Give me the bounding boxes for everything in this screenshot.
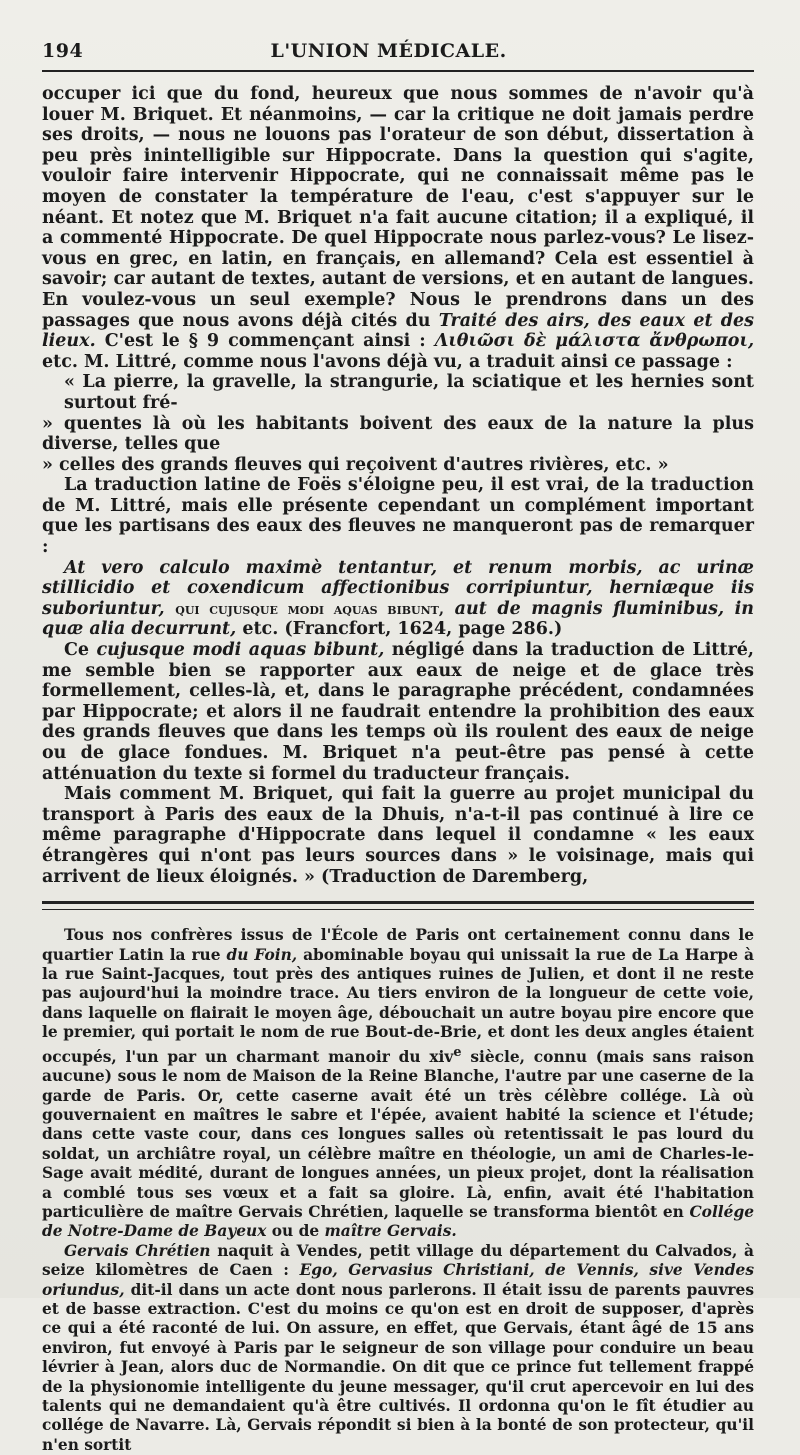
latin-quote: aut de magnis fluminibus, in quæ alia decurrunt,	[42, 598, 755, 640]
page-number: 194	[42, 40, 84, 62]
quote-line: » celles des grands fleuves qui reçoivent d'autres rivières, etc. »	[42, 454, 669, 475]
greek-quote: Λιθιῶσι δὲ μάλιστα ἄνθρωποι,	[434, 331, 755, 352]
header-rule	[42, 70, 754, 72]
italic-title: Traité des airs, des eaux et des lieux.	[42, 310, 755, 352]
paragraph	[42, 84, 754, 372]
italic-phrase: Collége de Notre-Dame de Bayeux	[42, 1202, 754, 1241]
text-run: C'est le § 9 commençant ainsi :	[104, 331, 426, 352]
latin-quote: Ego, Gervasius Christiani, de Vennis, sive Vendes oriundus,	[42, 1261, 754, 1299]
text-run: Tous nos confrères issus de l'École de Paris ont certainement connu dans le quartier Latin la rue	[42, 926, 754, 964]
paragraph: La traduction latine de Foës s'éloigne peu, il est vrai, de la traduction de M. Littré, mais elle présente cependant un complément important que les partisans des eaux des fleuves ne manqueront pas de remarquer :	[42, 475, 754, 558]
text-run: siècle, connu (mais sans raison aucune) sous le nom de Maison de la Reine Blanche, l'autre par une caserne de la garde de Paris. Or, cette caserne avait été un très célèbre collége. Là où gouvernaient en maîtres le sabre et l'épée, avaient habité la science et l'étude; dans cette vaste cour, dans ces longues salles où retentissait le pas lourd du soldat, un archiâtre royal, un célèbre maître en théologie, un ami de Charles-le-Sage avait médité, durant de longues années, un pieux projet, dont la réalisation a comblé tous ses vœux et a fait sa gloire. Là, enfin, avait été l'habitation particulière de maître Gervais Chrétien, laquelle se transforma bientôt en	[42, 1047, 755, 1221]
text-run: dit-il dans un acte dont nous parlerons. Il était issu de parents pauvres et de basse extraction. C'est du moins ce qu'on est en droit de supposer, d'après ce qui a été raconté de lui. On assure, en effet, que Gervais, étant âgé de 15 ans environ, fut envoyé à Paris par le seigneur de son village pour conduire un beau lévrier à Jean, alors duc de Normandie. On dit que ce prince fut tellement frappé de la physionomie intelligente du jeune messager, qu'il crut apercevoir en lui des talents qui ne demandaient qu'à être cultivés. Il ordonna qu'on le fît étudier au collége de Navarre. Là, Gervais répondit si bien à la bonté de son protecteur, qu'il n'en sortit	[42, 1280, 755, 1454]
italic-phrase: Gervais Chrétien	[64, 1241, 211, 1260]
text-run: Ce	[64, 640, 90, 661]
footnote-separator	[42, 901, 754, 910]
paragraph	[42, 1242, 754, 1455]
text-run: ou de	[271, 1222, 320, 1241]
main-text	[42, 84, 754, 887]
text-run: abominable boyau qui unissait la rue de La Harpe à la rue Saint-Jacques, tout près des antiques ruines de Julien, et dont il ne reste pas aujourd'hui la moindre trace. Au tiers environ de la longueur de cette voie, dans laquelle on flairait le moyen âge, débouchait un autre boyau pire encore que le premier, qui portait le nom de rue Bout-de-Brie, et dont les deux angles étaient occupés, l'un par un charmant manoir du xiv	[42, 945, 754, 1066]
feuilleton	[42, 926, 754, 1455]
quote-line: » quentes là où les habitants boivent des eaux de la nature la plus diverse, telles que	[42, 413, 754, 455]
text-run: etc. M. Littré, comme nous l'avons déjà vu, a traduit ainsi ce passage :	[42, 351, 733, 372]
superscript: e	[453, 1044, 462, 1060]
paragraph	[42, 558, 754, 640]
text-run: etc. (Francfort, 1624, page 286.)	[242, 619, 563, 640]
paragraph: Mais comment M. Briquet, qui fait la guerre au projet municipal du transport à Paris des eaux de la Dhuis, n'a-t-il pas continué à lire ce même paragraphe d'Hippocrate dans lequel il condamne « les eaux étrangères qui n'ont pas leurs sources dans » le voisinage, mais qui arrivent de lieux éloignés. » (Traduction de Daremberg,	[42, 784, 754, 887]
page-header	[42, 30, 754, 62]
italic-phrase: maître Gervais.	[324, 1222, 457, 1241]
paragraph	[42, 640, 754, 784]
quote-line: « La pierre, la gravelle, la strangurie, la sciatique et les hernies sont surtout fré-	[64, 372, 754, 413]
paragraph	[42, 926, 754, 1242]
italic-phrase: cujusque modi aquas bibunt,	[96, 640, 385, 661]
text-run: négligé dans la traduction de Littré, me semble bien se rapporter aux eaux de neige et de glace très formellement, celles-là, et, dans le paragraphe précédent, condamnées par Hippocrate; et alors il ne faudrait entendre la prohibition des eaux des grands fleuves que dans les temps où ils roulent des eaux de neige ou de glace fondues. M. Briquet n'a peut-être pas pensé à cette atténuation du texte si formel du traducteur français.	[42, 640, 755, 784]
text-run: naquit à Vendes, petit village du département du Calvados, à seize kilomètres de Caen :	[42, 1241, 755, 1280]
journal-title: L'UNION MÉDICALE.	[270, 40, 507, 62]
small-caps-text: qui cujusque modi aquas bibunt,	[175, 599, 445, 618]
latin-quote: At vero calculo maximè tentantur, et renum morbis, ac urinæ stillicidio et coxendicum affectionibus corripiuntur, herniæque iis suboriuntur,	[42, 557, 754, 619]
italic-phrase: du Foin,	[226, 945, 298, 964]
text-run: occuper ici que du fond, heureux que nous sommes de n'avoir qu'à louer M. Briquet. Et néanmoins, — car la critique ne doit jamais perdre ses droits, — nous ne louons pas l'orateur de son début, dissertation à peu près inintelligible sur Hippocrate. Dans la question qui s'agite, vouloir faire intervenir Hippocrate, qui ne connaissait même pas le moyen de constater la température de l'eau, c'est s'appuyer sur le néant. Et notez que M. Briquet n'a fait aucune citation; il a expliqué, il a commenté Hippocrate. De quel Hippocrate nous parlez-vous? Le lisez-vous en grec, en latin, en français, en allemand? Cela est essentiel à savoir; car autant de textes, autant de versions, et en autant de langues. En voulez-vous un seul exemple? Nous le prendrons dans un des passages que nous avons déjà cités du	[42, 84, 754, 331]
